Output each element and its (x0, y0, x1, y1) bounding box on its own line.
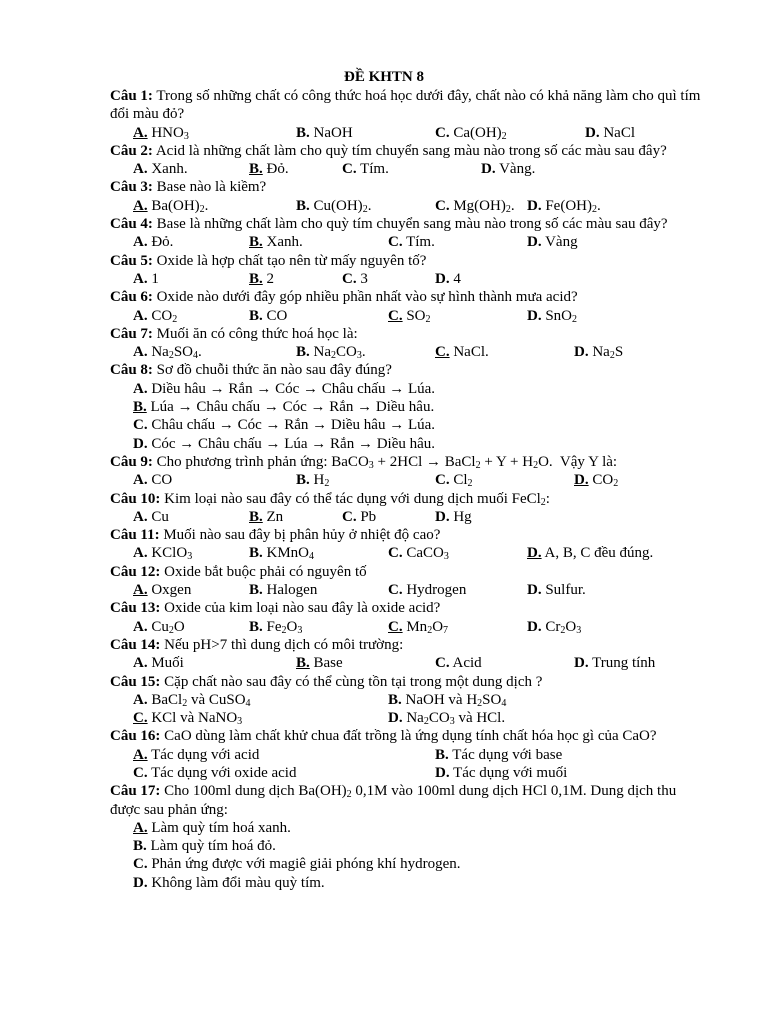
answer-label: C. (435, 472, 450, 489)
answer-label: D. (435, 764, 450, 781)
answer-label-correct: B. (249, 270, 263, 287)
answer-label: C. (435, 655, 450, 672)
answer-text: NaCl. (449, 344, 489, 361)
answer-option (110, 874, 710, 892)
answer-label: D. (527, 618, 542, 635)
answer-option (342, 508, 376, 526)
question-block (110, 142, 710, 179)
answer-label: B. (296, 344, 310, 361)
question-stem (110, 526, 710, 544)
question-text: Cho phương trình phản ứng: BaCO$_3$ + 2HCl → BaCl$_2$ + $Y + H_2O$. Vậy Y là: (152, 453, 618, 471)
question-stem (110, 142, 710, 160)
answer-option (133, 654, 184, 672)
answer-option (249, 270, 274, 288)
question-text: Oxide của kim loại nào sau đây là oxide acid? (160, 600, 441, 617)
answer-label: B. (435, 746, 449, 763)
answer-option (435, 508, 472, 526)
answer-option (249, 307, 287, 325)
answer-label: B. (249, 545, 263, 562)
answer-label-correct: C. (133, 710, 148, 727)
answer-option (574, 471, 618, 489)
answer-label-correct: B. (249, 508, 263, 525)
answer-text: $Fe_2O_3$ (262, 618, 303, 636)
answer-text: SnO$_2$ (541, 307, 578, 325)
answer-label: A. (133, 508, 148, 525)
answer-label: D. (574, 344, 589, 361)
answer-text: $CO_2$ (147, 307, 178, 325)
answer-text: Làm quỳ tím hoá đỏ. (146, 838, 276, 855)
answer-option (435, 197, 515, 215)
answer-text: $H_2$ (309, 472, 330, 490)
question-number: Câu 17: (110, 783, 161, 800)
answer-text: $Ca(OH)_2$ (449, 124, 507, 142)
question-block (110, 563, 710, 600)
answer-text: $CO_2$ (588, 472, 619, 490)
question-block (110, 288, 710, 325)
answer-row (110, 233, 710, 251)
answer-option (249, 233, 303, 251)
answer-text: CO (147, 472, 173, 489)
answer-text: Phản ứng được với magiê giải phóng khí hydrogen. (147, 856, 461, 873)
question-block (110, 782, 710, 892)
question-text: CaO dùng làm chất khử chua đất trồng là ứng dụng tính chất hóa học gì của CaO? (160, 728, 657, 745)
answer-option (133, 471, 172, 489)
answer-text: $Na_2CO_3$. (309, 344, 366, 362)
answer-text: 4 (449, 270, 461, 287)
answer-row (110, 654, 710, 672)
answer-text: 3 (356, 270, 368, 287)
answer-option (435, 270, 461, 288)
answer-label: C. (133, 856, 148, 873)
answer-text: Tím. (356, 161, 389, 178)
question-text: Cho 100ml dung dịch $Ba(OH)_2$ 0,1M vào 100ml dung dịch HCl 0,1M. Dung dịch thu được sau phản ứng: (110, 783, 677, 818)
answer-text: $Cl_2$ (449, 472, 473, 490)
question-text: Base nào là kiềm? (152, 179, 267, 196)
answer-option (388, 581, 466, 599)
question-stem (110, 490, 710, 508)
answer-option (296, 124, 353, 142)
answer-option (133, 709, 242, 727)
question-number: Câu 4: (110, 216, 153, 233)
answer-text: KClO$_3$ (147, 545, 193, 563)
answer-option (110, 837, 710, 855)
answer-label-correct: B. (249, 161, 263, 178)
question-block (110, 215, 710, 252)
answer-text: NaCl (599, 124, 636, 141)
answer-option (435, 124, 507, 142)
answer-text: Vàng (541, 234, 578, 251)
answer-text: $SO_2$ (402, 307, 431, 325)
answer-label: C. (388, 234, 403, 251)
answer-label: C. (342, 508, 357, 525)
answer-label: C. (342, 161, 357, 178)
question-number: Câu 16: (110, 728, 161, 745)
answer-option (133, 508, 169, 526)
answer-text: $HNO_3$ (147, 124, 189, 142)
answer-row (110, 124, 710, 142)
answer-option (342, 270, 368, 288)
answer-label: C. (133, 417, 148, 434)
answer-label: D. (574, 655, 589, 672)
question-number: Câu 10: (110, 490, 161, 507)
answer-text: $Na_2S$ (588, 344, 624, 362)
question-text: Muối nào sau đây bị phân hủy ở nhiệt độ cao? (159, 527, 441, 544)
question-stem (110, 636, 710, 654)
answer-row (110, 343, 710, 361)
answer-label: A. (133, 344, 148, 361)
question-stem (110, 361, 710, 379)
answer-option (527, 233, 578, 251)
answer-option (296, 471, 329, 489)
answer-label-correct: B. (249, 234, 263, 251)
question-text: Trong số những chất có công thức hoá học dưới đây, chất nào có khả năng làm cho quì tím đổi màu đỏ? (110, 88, 701, 123)
answer-label-correct: A. (133, 124, 148, 141)
answer-option (296, 343, 366, 361)
answer-text: Tác dụng với oxide acid (147, 764, 297, 781)
answer-option (249, 544, 314, 562)
answer-label: A. (133, 270, 148, 287)
question-block (110, 325, 710, 362)
answer-label: C. (435, 124, 450, 141)
answer-option (527, 618, 581, 636)
answer-text: Xanh. (147, 161, 188, 178)
question-text: Muối ăn có công thức hoá học là: (152, 325, 358, 342)
answer-option (342, 160, 389, 178)
answer-text: Đỏ. (147, 234, 174, 251)
answer-label: D. (527, 234, 542, 251)
answer-label: C. (133, 764, 148, 781)
answer-text: Vàng. (495, 161, 536, 178)
answer-option (110, 416, 710, 434)
page-title: ĐỀ KHTN 8 (343, 69, 424, 85)
answer-label-correct: A. (133, 197, 148, 214)
question-number: Câu 6: (110, 289, 153, 306)
answer-text: Châu chấu → Cóc → Rắn → Diều hâu → Lúa. (147, 417, 436, 434)
answer-option (133, 124, 189, 142)
answer-text: Xanh. (262, 234, 303, 251)
answer-option (527, 307, 577, 325)
answer-text: $Fe(OH)_2$. (541, 197, 601, 215)
question-stem (110, 782, 710, 819)
answer-row (110, 307, 710, 325)
answer-option (585, 124, 635, 142)
answer-row (110, 160, 710, 178)
answer-text: $Na_2SO_4$. (147, 344, 202, 362)
answer-option (388, 307, 431, 325)
answer-text: Tác dụng với acid (147, 746, 260, 763)
answer-option (110, 819, 710, 837)
answer-label: B. (249, 582, 263, 599)
answer-label: D. (435, 270, 450, 287)
answer-label: D. (527, 197, 542, 214)
answer-text: Hydrogen (402, 582, 467, 599)
answer-option (133, 544, 192, 562)
answer-row (110, 197, 710, 215)
question-text: Sơ đồ chuỗi thức ăn nào sau đây đúng? (152, 362, 392, 379)
question-block (110, 727, 710, 782)
question-number: Câu 7: (110, 325, 153, 342)
answer-option (388, 709, 505, 727)
question-text: Nếu pH>7 thì dung dịch có môi trường: (160, 636, 404, 653)
question-text: Acid là những chất làm cho quỳ tím chuyển sang màu nào trong số các màu sau đây? (152, 142, 667, 159)
answer-label-correct: A. (133, 582, 148, 599)
answer-text: $Cr_2O_3$ (541, 618, 582, 636)
answer-option (110, 380, 710, 398)
answer-label: C. (388, 582, 403, 599)
question-stem (110, 87, 710, 124)
question-number: Câu 13: (110, 600, 161, 617)
answer-label: C. (342, 270, 357, 287)
question-block (110, 361, 710, 452)
answer-label-correct: A. (133, 746, 148, 763)
question-number: Câu 1: (110, 88, 153, 104)
answer-text: Halogen (262, 582, 318, 599)
answer-option (574, 654, 655, 672)
answer-text: $Mn_2O_7$ (402, 618, 449, 636)
answer-label: C. (435, 197, 450, 214)
answer-text: Trung tính (588, 655, 656, 672)
answer-option (133, 618, 185, 636)
answer-label: A. (133, 545, 148, 562)
question-block (110, 453, 710, 490)
answer-label: D. (133, 435, 148, 452)
answer-label-correct: C. (435, 344, 450, 361)
answer-label: A. (133, 472, 148, 489)
answer-label: B. (296, 124, 310, 141)
answer-label: A. (133, 161, 148, 178)
answer-label: D. (527, 582, 542, 599)
answer-label-correct: B. (296, 655, 310, 672)
answer-label-correct: B. (133, 399, 147, 416)
answer-text: NaOH và $H_2SO_4$ (401, 691, 507, 709)
answer-option (388, 233, 435, 251)
answer-option (110, 398, 710, 416)
answer-text: Lúa → Châu chấu → Cóc → Rắn → Diều hâu. (146, 399, 435, 416)
answer-label: A. (133, 618, 148, 635)
answer-row (110, 471, 710, 489)
answer-text: Base (309, 655, 343, 672)
question-text: Cặp chất nào sau đây có thể cùng tồn tại trong một dung dịch ? (160, 673, 543, 690)
answer-label: A. (133, 380, 148, 397)
answer-text: Tác dụng với muối (449, 764, 568, 781)
question-number: Câu 12: (110, 563, 161, 580)
question-text: Oxide là hợp chất tạo nên từ mấy nguyên tố? (152, 252, 427, 269)
answer-label: D. (481, 161, 496, 178)
answer-text: Cóc → Châu chấu → Lúa → Rắn → Diều hâu. (147, 435, 436, 452)
answer-text: 2 (262, 270, 275, 287)
answer-text: Oxgen (147, 582, 192, 599)
answer-label-correct: C. (388, 307, 403, 324)
answer-row (110, 764, 710, 782)
answer-text: BaCl$_2$ và CuSO$_4$ (147, 691, 251, 709)
question-block (110, 636, 710, 673)
answer-option (249, 160, 289, 178)
answer-option (296, 654, 343, 672)
answer-option (133, 197, 208, 215)
question-text: Kim loại nào sau đây có thể tác dụng với dung dịch muối FeCl$_2$: (160, 490, 550, 508)
answer-option (435, 343, 489, 361)
question-stem (110, 325, 710, 343)
question-stem (110, 563, 710, 581)
answer-option (133, 581, 191, 599)
answer-label-correct: C. (388, 618, 403, 635)
answer-row (110, 508, 710, 526)
question-number: Câu 11: (110, 527, 160, 544)
answer-option (388, 691, 506, 709)
question-stem (110, 727, 710, 745)
answer-row (110, 270, 710, 288)
answer-row (110, 709, 710, 727)
answer-option (527, 581, 586, 599)
answer-label: D. (585, 124, 600, 141)
answer-text: Hg (449, 508, 472, 525)
answer-text: $Ba(OH)_2$. (147, 197, 209, 215)
answer-text: Muối (147, 655, 184, 672)
answer-option (110, 855, 710, 873)
question-number: Câu 2: (110, 142, 153, 159)
answer-text: A, B, C đều đúng. (541, 545, 654, 562)
answer-text: Pb (356, 508, 377, 525)
answer-label: D. (133, 874, 148, 891)
answer-label: B. (249, 307, 263, 324)
question-number: Câu 3: (110, 179, 153, 196)
answer-option (435, 746, 562, 764)
answer-text: 1 (147, 270, 159, 287)
answer-option (527, 544, 653, 562)
answer-text: Làm quỳ tím hoá xanh. (147, 819, 291, 836)
question-stem (110, 599, 710, 617)
answer-row (110, 691, 710, 709)
answer-label: C. (388, 545, 403, 562)
answer-row (110, 746, 710, 764)
answer-option (435, 654, 482, 672)
answer-option (133, 270, 159, 288)
answer-option (574, 343, 623, 361)
answer-text: KCl và NaNO$_3$ (147, 710, 243, 728)
answer-label: B. (296, 472, 310, 489)
answer-label-correct: D. (574, 472, 589, 489)
answer-text: Diều hâu → Rắn → Cóc → Châu chấu → Lúa. (147, 380, 436, 397)
answer-option (388, 618, 448, 636)
question-text: Base là những chất làm cho quỳ tím chuyển sang màu nào trong số các màu sau đây? (152, 216, 668, 233)
answer-option (249, 581, 317, 599)
question-number: Câu 8: (110, 362, 153, 379)
answer-option (388, 544, 449, 562)
answer-text: Tím. (402, 234, 435, 251)
answer-label: A. (133, 234, 148, 251)
question-block (110, 673, 710, 728)
answer-option (133, 764, 296, 782)
answer-text: Cu (147, 508, 169, 525)
question-stem (110, 288, 710, 306)
question-number: Câu 9: (110, 453, 153, 470)
answer-option (133, 233, 173, 251)
answer-row (110, 544, 710, 562)
answer-option (249, 618, 302, 636)
question-block (110, 526, 710, 563)
answer-text: $Mg(OH)_2$. (449, 197, 515, 215)
question-stem (110, 673, 710, 691)
answer-option (133, 160, 188, 178)
answer-option (133, 746, 259, 764)
question-list (110, 87, 710, 892)
answer-label: B. (249, 618, 263, 635)
answer-text: $Cu_2O$ (147, 618, 185, 636)
answer-label: A. (133, 307, 148, 324)
answer-option (133, 691, 251, 709)
answer-text: Acid (449, 655, 482, 672)
answer-option (435, 471, 473, 489)
question-block (110, 178, 710, 215)
question-stem (110, 215, 710, 233)
answer-option (133, 307, 177, 325)
question-block (110, 490, 710, 527)
answer-text: Không làm đổi màu quỳ tím. (147, 874, 325, 891)
answer-option (296, 197, 371, 215)
answer-row (110, 618, 710, 636)
question-block (110, 252, 710, 289)
answer-row (110, 581, 710, 599)
answer-label-correct: A. (133, 819, 148, 836)
question-text: Oxide bắt buộc phải có nguyên tố (160, 563, 367, 580)
answer-text: Tác dụng với base (448, 746, 563, 763)
question-stem (110, 252, 710, 270)
question-text: Oxide nào dưới đây góp nhiều phần nhất vào sự hình thành mưa acid? (152, 289, 578, 306)
answer-option (527, 197, 601, 215)
answer-text: KMnO$_4$ (262, 545, 315, 563)
answer-label: B. (296, 197, 310, 214)
answer-label: B. (388, 691, 402, 708)
answer-option (110, 435, 710, 453)
answer-option (435, 764, 567, 782)
answer-option (249, 508, 283, 526)
question-block (110, 87, 710, 142)
answer-text: $Na_2CO_3$ và HCl. (402, 710, 506, 728)
answer-label-correct: D. (527, 545, 542, 562)
question-block (110, 599, 710, 636)
answer-text: CaCO$_3$ (402, 545, 449, 563)
answer-option (133, 343, 202, 361)
answer-label: A. (133, 655, 148, 672)
answer-label: D. (527, 307, 542, 324)
question-number: Câu 15: (110, 673, 161, 690)
answer-option (481, 160, 535, 178)
question-stem (110, 178, 710, 196)
answer-text: CO (262, 307, 288, 324)
answer-label: D. (388, 710, 403, 727)
question-number: Câu 5: (110, 252, 153, 269)
answer-text: Zn (262, 508, 284, 525)
answer-label: D. (435, 508, 450, 525)
answer-text: Sulfur. (541, 582, 586, 599)
answer-text: $Cu(OH)_2$. (309, 197, 372, 215)
answer-text: NaOH (309, 124, 353, 141)
question-number: Câu 14: (110, 636, 161, 653)
answer-label: B. (133, 838, 147, 855)
question-stem (110, 453, 710, 471)
answer-label: A. (133, 691, 148, 708)
answer-text: Đỏ. (262, 161, 289, 178)
